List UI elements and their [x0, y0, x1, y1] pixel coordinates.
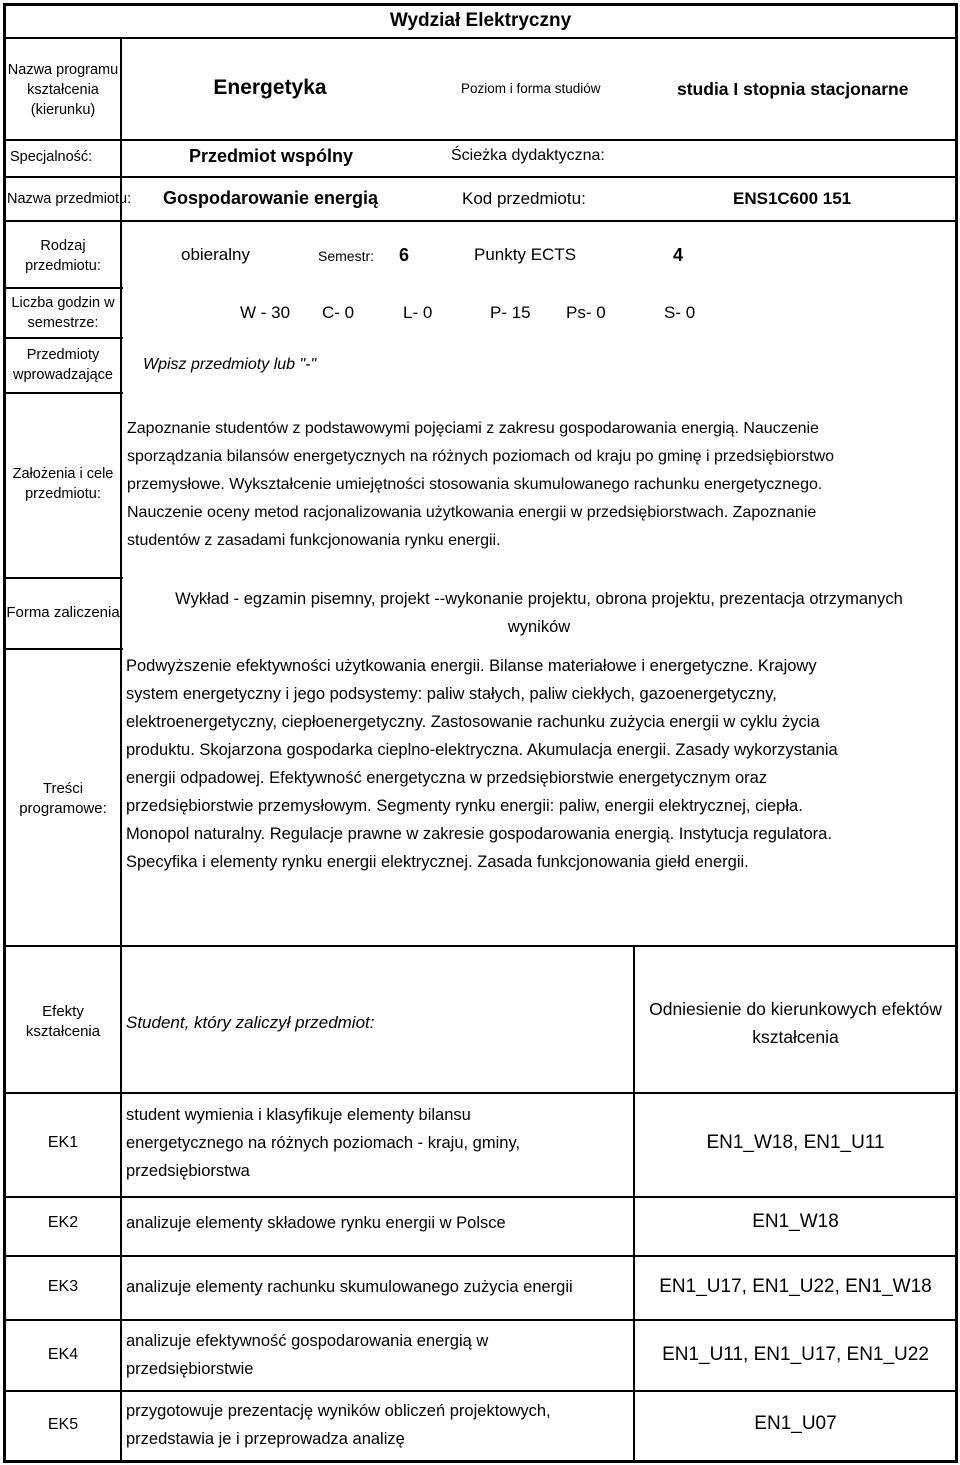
goals-label: Założenia i cele przedmiotu:	[12, 466, 114, 502]
content-text	[126, 652, 954, 876]
subject-label: Nazwa przedmiotu:	[7, 191, 132, 207]
frame-bottom	[3, 1460, 958, 1463]
outcomes-header-ref: Odniesienie do kierunkowych efektów kształcenia	[649, 999, 942, 1047]
goals-line: Zapoznanie studentów z podstawowymi pojęciami z zakresu gospodarowania energią. Nauczenie	[127, 420, 819, 437]
row-line	[3, 1390, 958, 1392]
prereq-label: Przedmioty wprowadzające	[13, 347, 113, 383]
row-line	[3, 287, 123, 289]
outcome-code: EK3	[47, 1278, 79, 1295]
type-value: obieralny	[181, 245, 250, 264]
row-line	[3, 139, 958, 141]
outcome-desc-line: przedstawia je i przeprowadza analizę	[126, 1430, 405, 1448]
outcomes-header-student: Student, który zaliczył przedmiot:	[126, 1013, 375, 1032]
assessment-label: Forma zaliczenia	[6, 604, 120, 621]
outcome-desc-line: student wymienia i klasyfikuje elementy bilansu	[126, 1106, 471, 1124]
row-line	[3, 37, 958, 39]
row-line	[3, 648, 123, 650]
goals-line: studentów z zasadami funkcjonowania rynku energii.	[127, 532, 501, 549]
hours-s: S- 0	[664, 303, 696, 322]
content-line: przedsiębiorstwie przemysłowym. Segmenty rynku energii: paliw, energii elektrycznej, ciepła.	[126, 797, 803, 815]
outcome-desc-line: energetycznego na różnych poziomach - kraju, gminy,	[126, 1134, 521, 1152]
content-line: produktu. Skojarzona gospodarka cieplno-elektryczna. Akumulacja energii. Zasady wykorzystania	[126, 741, 838, 759]
content-line: Monopol naturalny. Regulacje prawne w zakresie gospodarowania energią. Instytucja regulatora.	[126, 825, 832, 843]
goals-line: sporządzania bilansów energetycznych na różnych poziomach od kraju po gminę i przedsiębiorstwo	[127, 448, 835, 465]
hours-l: L- 0	[403, 303, 433, 322]
type-label: Rodzaj przedmiotu:	[25, 238, 101, 274]
outcome-ref: EN1_U17, EN1_U22, EN1_W18	[659, 1276, 932, 1297]
row-line	[3, 1092, 958, 1094]
hours-c: C- 0	[322, 303, 355, 322]
subject-value: Gospodarowanie energią	[163, 188, 379, 208]
hours-w: W - 30	[240, 303, 291, 322]
program-label: Nazwa programu kształcenia (kierunku)	[7, 62, 119, 118]
assessment-line: wyników	[507, 618, 571, 636]
goals-text	[127, 415, 953, 555]
frame-left	[3, 3, 6, 1463]
row-line	[3, 577, 123, 579]
col-line	[120, 37, 122, 945]
assessment-text	[124, 585, 954, 641]
outcome-desc-line: przygotowuje prezentację wyników obliczeń projektowych,	[126, 1402, 551, 1420]
specialty-value: Przedmiot wspólny	[189, 146, 354, 166]
row-line	[3, 337, 123, 339]
outcome-ref: EN1_U07	[754, 1413, 837, 1434]
outcome-desc	[126, 1101, 631, 1185]
outcome-desc-line: przedsiębiorstwa	[126, 1162, 250, 1180]
outcome-ref: EN1_U11, EN1_U17, EN1_U22	[662, 1344, 929, 1365]
semester-label: Semestr:	[318, 248, 375, 264]
outcome-code: EK4	[47, 1346, 79, 1363]
outcome-desc: analizuje elementy składowe rynku energii w Polsce	[126, 1214, 506, 1232]
row-line	[3, 1319, 958, 1321]
row-line	[3, 392, 123, 394]
col-line	[633, 945, 635, 1463]
ects-value: 4	[673, 245, 684, 265]
outcome-desc-line: przedsiębiorstwie	[126, 1360, 254, 1378]
row-line	[3, 1196, 958, 1198]
outcome-desc	[126, 1327, 631, 1383]
program-value: Energetyka	[213, 76, 327, 99]
hours-label: Liczba godzin w semestrze:	[11, 295, 115, 331]
outcome-desc-line: analizuje efektywność gospodarowania energią w	[126, 1332, 489, 1350]
row-line	[3, 176, 958, 178]
frame-right	[955, 3, 958, 1463]
level-value: studia I stopnia stacjonarne	[677, 79, 909, 99]
goals-line: Nauczenie oceny metod racjonalizowania użytkowania energii w przedsiębiorstwach. Zapoznanie	[127, 504, 817, 521]
outcome-ref: EN1_W18	[752, 1211, 839, 1232]
col-line	[120, 945, 122, 1463]
outcome-desc: analizuje elementy rachunku skumulowanego zużycia energii	[126, 1278, 573, 1296]
hours-p: P- 15	[490, 303, 531, 322]
outcome-desc	[126, 1397, 631, 1453]
frame-top	[3, 3, 958, 6]
faculty-title: Wydział Elektryczny	[389, 10, 572, 31]
path-label: Ścieżka dydaktyczna:	[451, 147, 605, 164]
content-line: elektroenergetyczny, ciepłoenergetyczny. Zastosowanie rachunku zużycia energii w cyklu życia	[126, 713, 820, 731]
row-line	[3, 1255, 958, 1257]
row-line	[3, 220, 958, 222]
assessment-line: Wykład - egzamin pisemny, projekt --wykonanie projektu, obrona projektu, prezentacja otrzymanych	[175, 590, 903, 608]
outcomes-header-label: Efekty kształcenia	[25, 1003, 101, 1040]
outcome-code: EK5	[47, 1416, 79, 1433]
hours-ps: Ps- 0	[566, 303, 606, 322]
content-label: Treści programowe:	[19, 780, 107, 817]
outcome-ref: EN1_W18, EN1_U11	[706, 1132, 885, 1153]
semester-value: 6	[399, 245, 410, 265]
goals-line: przemysłowe. Wykształcenie umiejętności stosowania skumulowanego rachunku energetycznego.	[127, 476, 823, 493]
outcome-code: EK1	[47, 1134, 79, 1151]
code-label: Kod przedmiotu:	[462, 189, 586, 208]
ects-label: Punkty ECTS	[474, 245, 577, 264]
content-line: Podwyższenie efektywności użytkowania energii. Bilanse materiałowe i energetyczne. Krajowy	[126, 657, 817, 675]
prereq-value: Wpisz przedmioty lub "-"	[143, 356, 317, 373]
content-line: Specyfika i elementy rynku energii elektrycznej. Zasada funkcjonowania giełd energii.	[126, 853, 749, 871]
outcome-code: EK2	[47, 1214, 79, 1231]
row-line	[3, 945, 958, 947]
content-line: system energetyczny i jego podsystemy: paliw stałych, paliw ciekłych, gazoenergetyczny,	[126, 685, 777, 703]
specialty-label: Specjalność:	[10, 149, 93, 165]
code-value: ENS1C600 151	[733, 189, 852, 208]
content-line: energii odpadowej. Efektywność energetyczna w przedsiębiorstwie energetycznym oraz	[126, 769, 768, 787]
level-label: Poziom i forma studiów	[461, 81, 601, 96]
